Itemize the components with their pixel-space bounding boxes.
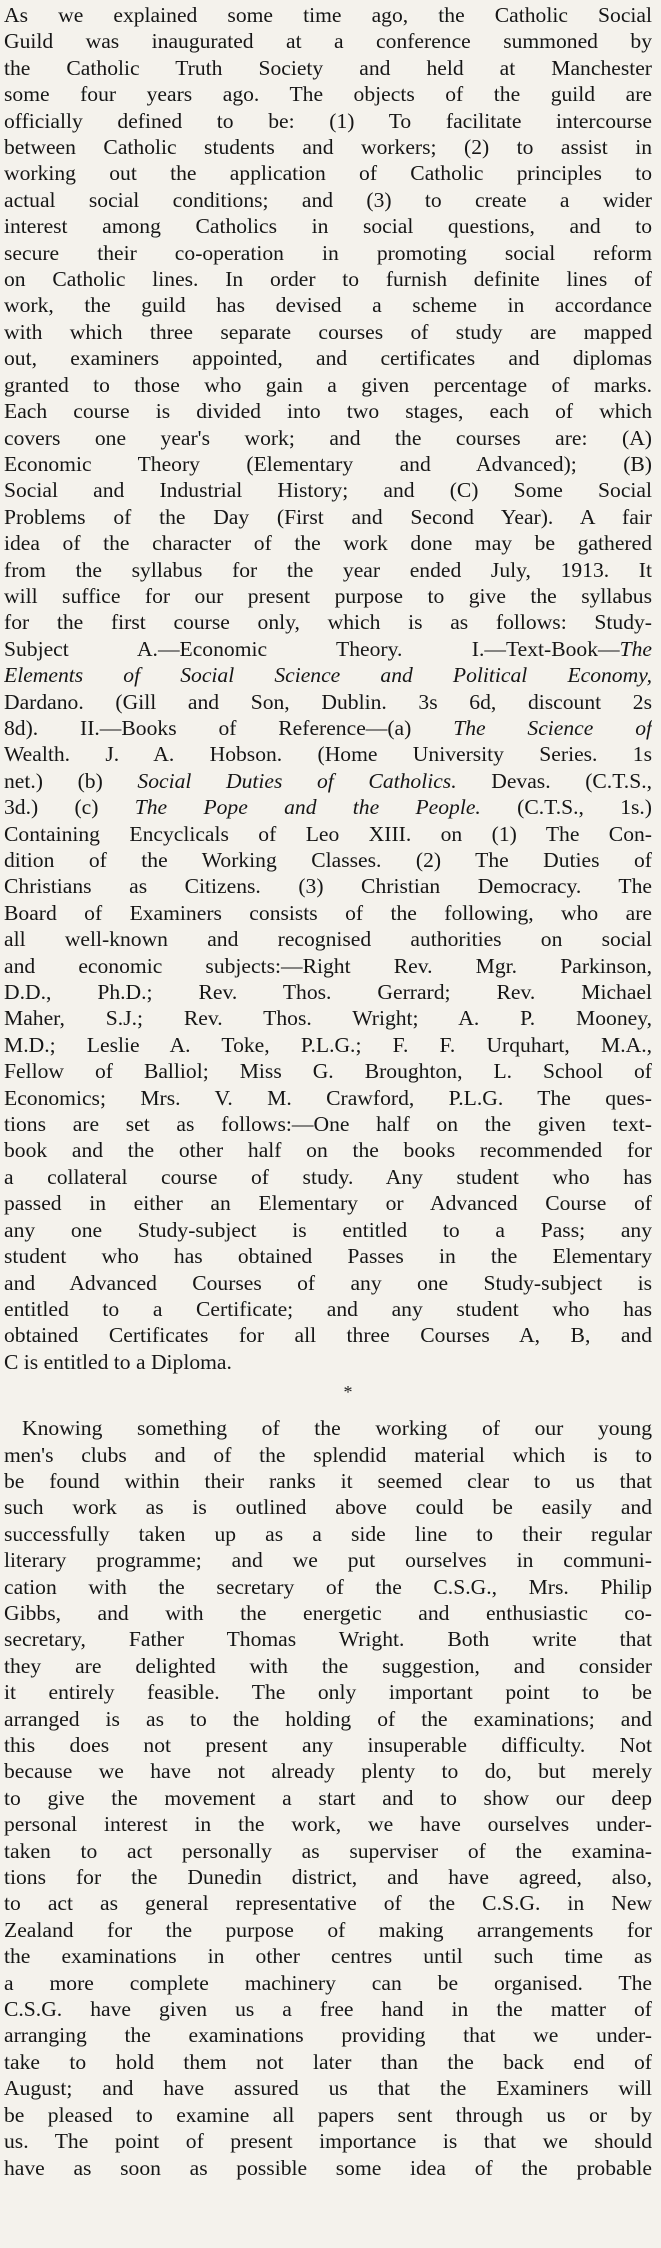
book-title-italic: Elements of Social Science and Political Economy, [4,663,652,688]
text-line: this does not present any insuperable difficulty. Not [4,1733,652,1757]
text-line: Wealth. J. A. Hobson. (Home University Series. 1s [4,742,652,767]
text-line: successfully taken up as a side line to their regular [4,1521,652,1546]
text-line: M.D.; Leslie A. Toke, P.L.G.; F. F. Urquhart, M.A., [4,1032,652,1057]
text-line [4,768,652,794]
text-line: have as soon as possible some idea of the probable [4,2155,652,2180]
text-line: and Advanced Courses of any one Study-subject is [4,1270,652,1295]
text-line: Social and Industrial History; and (C) Some Social [4,478,652,503]
text-line: tions are set as follows:—One half on the given text- [4,1112,652,1137]
book-title-italic: The [619,636,652,661]
text-line-part: Subject A.—Economic Theory. I.—Text-Book— [4,636,620,661]
text-line [4,794,652,820]
text-line: Fellow of Balliol; Miss G. Broughton, L. School of [4,1059,652,1084]
text-line: work, the guild has devised a scheme in accordance [4,293,652,318]
text-line: Dardano. (Gill and Son, Dublin. 3s 6d, discount 2s [4,689,652,714]
text-line: take to hold them not later than the back end of [4,2049,652,2074]
text-line-part: (C.T.S., 1s.) [480,795,652,820]
text-line: August; and have assured us that the Examiners will [4,2076,652,2101]
article-column [4,2,652,2181]
text-line: a collateral course of study. Any student who has [4,1164,652,1189]
text-line: tions for the Dunedin district, and have agreed, also, [4,1865,652,1890]
text-line: As we explained some time ago, the Catholic Social [4,3,652,27]
text-line: Board of Examiners consists of the following, who are [4,900,652,925]
text-line: idea of the character of the work done may be gathered [4,531,652,556]
text-line: be found within their ranks it seemed clear to us that [4,1468,652,1493]
text-line: interest among Catholics in social questions, and to [4,214,652,239]
text-line: men's clubs and of the splendid material which is to [4,1442,652,1467]
text-line: Each course is divided into two stages, each of which [4,399,652,424]
text-line: arranged is as to the holding of the examinations; and [4,1706,652,1731]
text-line: Christians as Citizens. (3) Christian Democracy. The [4,874,652,899]
text-line: they are delighted with the suggestion, and consider [4,1653,652,1678]
text-line-part: 8d). II.—Books of Reference—(a) [4,715,454,740]
text-line: Zealand for the purpose of making arrangements for [4,1917,652,1942]
text-line: a more complete machinery can be organised. The [4,1970,652,1995]
text-line: for the first course only, which is as follows: Study- [4,610,652,635]
text-line: book and the other half on the books recommended for [4,1138,652,1163]
text-line: arranging the examinations providing that we under- [4,2023,652,2048]
text-line: us. The point of present importance is that we should [4,2129,652,2154]
text-line: all well-known and recognised authorities on social [4,927,652,952]
text-line: Gibbs, and with the energetic and enthusiastic co- [4,1600,652,1625]
text-line [4,636,652,662]
text-line: any one Study-subject is entitled to a Pass; any [4,1217,652,1242]
text-line: secretary, Father Thomas Wright. Both write that [4,1627,652,1652]
text-line: Guild was inaugurated at a conference summoned by [4,29,652,54]
text-line: D.D., Ph.D.; Rev. Thos. Gerrard; Rev. Michael [4,980,652,1005]
text-line: on Catholic lines. In order to furnish definite lines of [4,267,652,292]
text-line: it entirely feasible. The only important point to be [4,1680,652,1705]
text-line: between Catholic students and workers; (2) to assist in [4,135,652,160]
text-line: and economic subjects:—Right Rev. Mgr. Parkinson, [4,953,652,978]
text-line: working out the application of Catholic principles to [4,161,652,186]
text-line: cation with the secretary of the C.S.G., Mrs. Philip [4,1574,652,1599]
text-line: student who has obtained Passes in the Elementary [4,1244,652,1269]
text-line: officially defined to be: (1) To facilitate intercourse [4,108,652,133]
text-line: granted to those who gain a given percentage of marks. [4,372,652,397]
text-line: personal interest in the work, we have ourselves under- [4,1812,652,1837]
book-title-italic: The Pope and the People. [134,795,481,820]
text-line: to give the movement a start and to show our deep [4,1785,652,1810]
text-line: with which three separate courses of study are mapped [4,319,652,344]
text-line: because we have not already plenty to do, but merely [4,1759,652,1784]
text-line: to act as general representative of the C.S.G. in New [4,1891,652,1916]
text-line-part: 3d.) (c) [4,795,135,820]
text-line [4,715,652,741]
text-line-italic [4,662,652,688]
text-line-part: Devas. (C.T.S., [456,768,652,793]
text-line: actual social conditions; and (3) to create a wider [4,187,652,212]
text-line: Knowing something of the working of our young [22,1416,652,1441]
text-line: Maher, S.J.; Rev. Thos. Wright; A. P. Mooney, [4,1006,652,1031]
text-line: Problems of the Day (First and Second Year). A fair [4,504,652,529]
text-line: C.S.G. have given us a free hand in the matter of [4,1997,652,2022]
text-line: from the syllabus for the year ended July, 1913. It [4,557,652,582]
book-title-italic: Social Duties of Catholics. [137,768,457,793]
book-title-italic: The Science of [453,715,652,740]
paragraph-examinations [4,1415,652,2181]
text-line: the examinations in other centres until such time as [4,1944,652,1969]
text-line-part: net.) (b) [4,768,138,793]
text-line: some four years ago. The objects of the guild are [4,82,652,107]
text-line: dition of the Working Classes. (2) The Duties of [4,848,652,872]
text-line: the Catholic Truth Society and held at Manchester [4,55,652,80]
paragraph-guild-objects [4,2,652,1375]
text-line: secure their co-operation in promoting social reform [4,240,652,265]
text-line: Containing Encyclicals of Leo XIII. on (1) The Con- [4,821,652,846]
text-line: passed in either an Elementary or Advanced Course of [4,1191,652,1216]
text-line: out, examiners appointed, and certificates and diplomas [4,346,652,371]
text-line: Economic Theory (Elementary and Advanced); (B) [4,451,652,476]
text-line: Economics; Mrs. V. M. Crawford, P.L.G. The ques- [4,1085,652,1110]
text-line: literary programme; and we put ourselves in communi- [4,1548,652,1573]
text-line: be pleased to examine all papers sent through us or by [4,2102,652,2127]
text-line: taken to act personally as superviser of the examina- [4,1838,652,1863]
text-line: will suffice for our present purpose to give the syllabus [4,583,652,608]
text-line: obtained Certificates for all three Courses A, B, and [4,1323,652,1348]
text-line: covers one year's work; and the courses are: (A) [4,425,652,450]
text-line: C is entitled to a Diploma. [4,1349,232,1374]
section-divider-asterisk: * [343,1382,353,1403]
text-line: such work as is outlined above could be easily and [4,1495,652,1520]
text-line: entitled to a Certificate; and any student who has [4,1296,652,1321]
